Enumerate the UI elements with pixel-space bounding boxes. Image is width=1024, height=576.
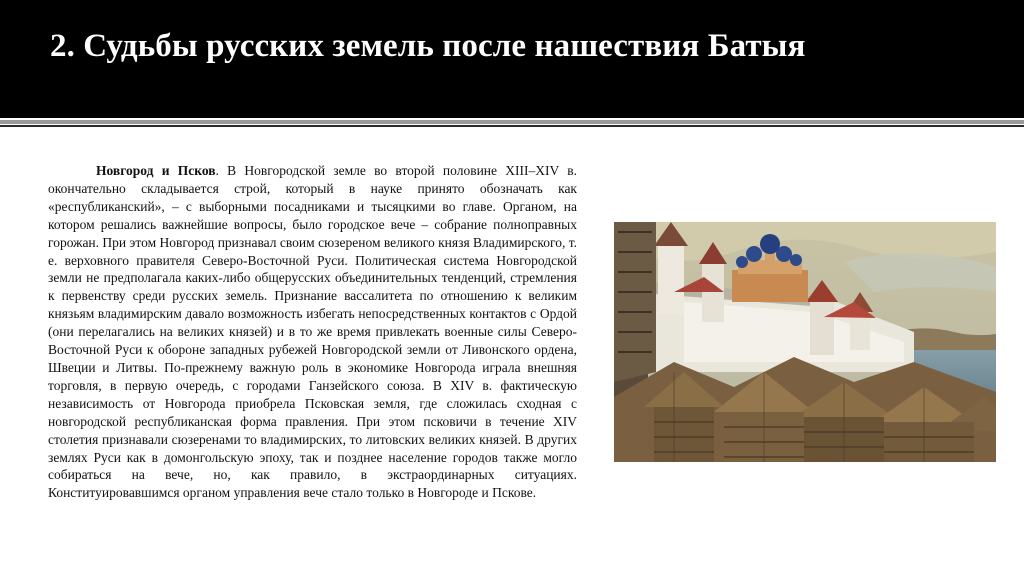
painting-image xyxy=(614,222,996,462)
body-paragraph xyxy=(48,162,577,502)
title-divider-shadow xyxy=(0,125,1024,127)
title-divider xyxy=(0,120,1024,124)
title-bar xyxy=(0,0,1024,118)
body-text: . В Новгородской земле во второй половине XIII–XIV в. окончательно складывается строй, который в науке принято обозначать как «республиканский», – с выборными посадниками и тысяцкими во главе. Органом, на котором решались важнейшие вопросы, было городское вече – собрание полноправных горожан. При этом Новгород признавал своим сюзереном великого князя Владимирского, т. е. верховного правителя Северо-Восточной Руси. Политическая система Новгородской земли не предполагала каких-либо общерусских объединительных тенденций, стремления к первенству среди русских земель. Признание вассалитета по отношению к великим князьям владимирским давало возможность избегать непосредственных контактов с Ордой (они перелагались на великих князей) и в то же время привлекать военные силы Северо-Восточной Руси к обороне западных рубежей Новгородской земли от Ливонского ордена, Швеции и Литвы. По-прежнему важную роль в экономике Новгорода играла внешняя торговля, в первую очередь, с городами Ганзейского союза. В XIV в. фактическую независимость от Новгорода приобрела Псковская земля, где сложилась сходная с новгородской республиканская форма правления. При этом псковичи в течение XIV столетия признавали сюзеренами то владимирских, то литовских великих князей. В других землях Руси как в домонгольскую эпоху, так и позднее население городов также могло собираться на вече, но, как правило, в экстраординарных ситуациях. Конституировавшимся органом управления вече стало только в Новгороде и Пскове. xyxy=(48,163,577,501)
slide-title: 2. Судьбы русских земель после нашествия Батыя xyxy=(50,28,806,64)
body-lead: Новгород и Псков xyxy=(96,163,216,178)
